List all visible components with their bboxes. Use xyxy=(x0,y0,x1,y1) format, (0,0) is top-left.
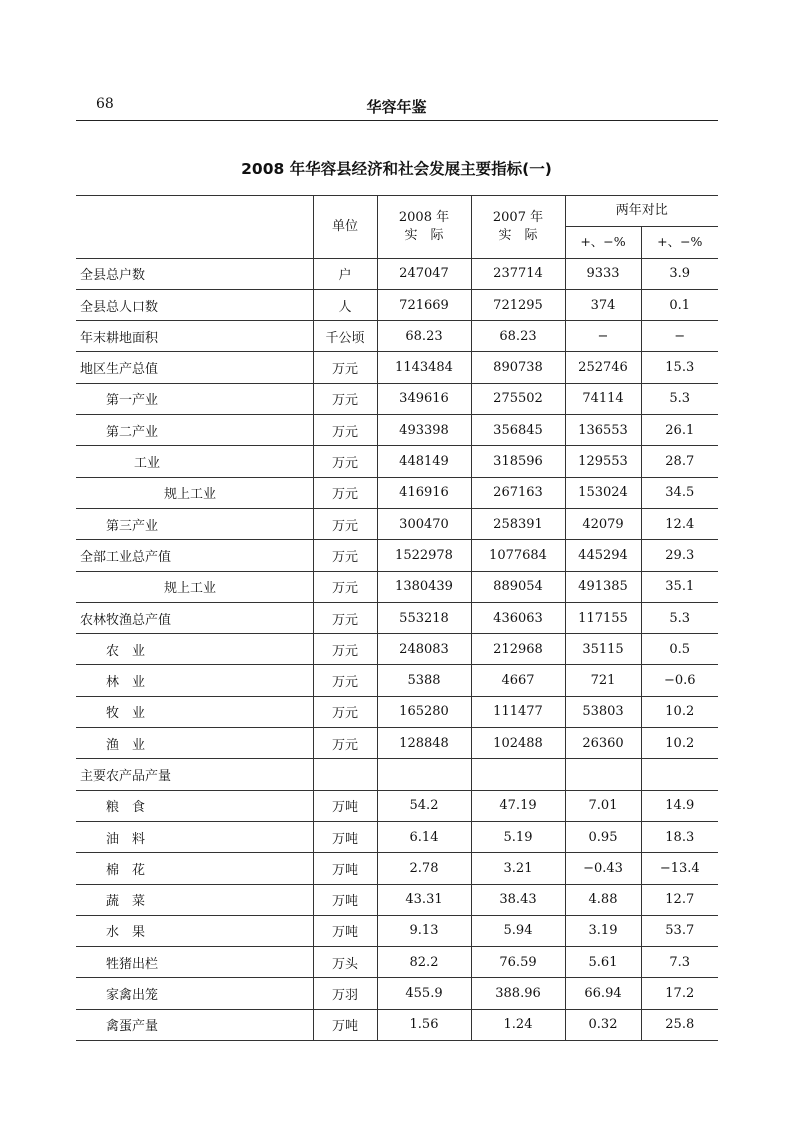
row-value-2007: 5.19 xyxy=(471,821,565,852)
table-row xyxy=(76,790,718,821)
header-unit: 单位 xyxy=(313,196,377,259)
row-unit: 万元 xyxy=(313,665,377,696)
row-value-2008: 43.31 xyxy=(377,884,471,915)
row-name: 全县总户数 xyxy=(76,258,313,289)
row-value-2008: 1522978 xyxy=(377,540,471,571)
row-pct: 0.1 xyxy=(641,289,718,320)
row-diff: 9333 xyxy=(565,258,641,289)
row-unit xyxy=(313,759,377,790)
row-name: 第三产业 xyxy=(76,508,313,539)
row-value-2007: 68.23 xyxy=(471,321,565,352)
row-pct: −0.6 xyxy=(641,665,718,696)
table-row xyxy=(76,571,718,602)
row-unit: 万元 xyxy=(313,634,377,665)
row-value-2008: 300470 xyxy=(377,508,471,539)
table-title: 2008 年华容县经济和社会发展主要指标(一) xyxy=(241,160,552,178)
row-name: 禽蛋产量 xyxy=(76,1009,313,1040)
row-unit: 万元 xyxy=(313,696,377,727)
row-value-2007: 1077684 xyxy=(471,540,565,571)
row-value-2008: 82.2 xyxy=(377,947,471,978)
row-diff: 0.32 xyxy=(565,1009,641,1040)
row-name: 全部工业总产值 xyxy=(76,540,313,571)
row-name: 棉 花 xyxy=(76,853,313,884)
table-row xyxy=(76,352,718,383)
row-pct: 29.3 xyxy=(641,540,718,571)
row-unit: 万吨 xyxy=(313,1009,377,1040)
row-diff: 721 xyxy=(565,665,641,696)
row-name: 水 果 xyxy=(76,915,313,946)
row-pct: 10.2 xyxy=(641,728,718,759)
row-unit: 万元 xyxy=(313,602,377,633)
row-pct: 18.3 xyxy=(641,821,718,852)
table-row xyxy=(76,383,718,414)
table-body xyxy=(76,258,718,1040)
row-value-2008: 553218 xyxy=(377,602,471,633)
table-row xyxy=(76,258,718,289)
row-unit: 万元 xyxy=(313,571,377,602)
table-row xyxy=(76,853,718,884)
table-row xyxy=(76,759,718,790)
row-unit: 万元 xyxy=(313,383,377,414)
row-diff: 252746 xyxy=(565,352,641,383)
row-pct: −13.4 xyxy=(641,853,718,884)
row-name: 渔 业 xyxy=(76,728,313,759)
row-pct: − xyxy=(641,321,718,352)
row-pct xyxy=(641,759,718,790)
header-2008 xyxy=(377,196,471,259)
indicator-table xyxy=(76,195,718,1041)
row-unit: 万吨 xyxy=(313,915,377,946)
header-diff: +、−% xyxy=(565,227,641,258)
table-row xyxy=(76,665,718,696)
row-name: 牲猪出栏 xyxy=(76,947,313,978)
row-unit: 万元 xyxy=(313,540,377,571)
row-unit: 万吨 xyxy=(313,821,377,852)
row-value-2008: 165280 xyxy=(377,696,471,727)
row-unit: 万元 xyxy=(313,728,377,759)
table-row xyxy=(76,446,718,477)
row-name: 规上工业 xyxy=(76,477,313,508)
table-row xyxy=(76,884,718,915)
row-unit: 万头 xyxy=(313,947,377,978)
row-pct: 0.5 xyxy=(641,634,718,665)
table-row xyxy=(76,978,718,1009)
row-diff: 445294 xyxy=(565,540,641,571)
row-value-2007: 275502 xyxy=(471,383,565,414)
table-row xyxy=(76,540,718,571)
row-pct: 53.7 xyxy=(641,915,718,946)
header-compare: 两年对比 xyxy=(565,196,718,227)
row-value-2007: 5.94 xyxy=(471,915,565,946)
row-value-2008: 9.13 xyxy=(377,915,471,946)
row-diff: − xyxy=(565,321,641,352)
row-value-2007: 3.21 xyxy=(471,853,565,884)
row-diff: 136553 xyxy=(565,415,641,446)
row-unit: 人 xyxy=(313,289,377,320)
row-value-2007: 258391 xyxy=(471,508,565,539)
row-diff: 35115 xyxy=(565,634,641,665)
row-name: 第一产业 xyxy=(76,383,313,414)
row-value-2007: 889054 xyxy=(471,571,565,602)
row-name: 农林牧渔总产值 xyxy=(76,602,313,633)
row-value-2008 xyxy=(377,759,471,790)
row-name: 工业 xyxy=(76,446,313,477)
row-value-2007: 237714 xyxy=(471,258,565,289)
header-2008-actual: 实 际 xyxy=(404,227,444,243)
row-name: 第二产业 xyxy=(76,415,313,446)
row-name: 农 业 xyxy=(76,634,313,665)
row-value-2007: 356845 xyxy=(471,415,565,446)
row-value-2007: 38.43 xyxy=(471,884,565,915)
row-value-2007: 721295 xyxy=(471,289,565,320)
row-unit: 万吨 xyxy=(313,790,377,821)
row-pct: 15.3 xyxy=(641,352,718,383)
row-unit: 万元 xyxy=(313,352,377,383)
row-pct: 12.7 xyxy=(641,884,718,915)
row-diff: 74114 xyxy=(565,383,641,414)
header-2007 xyxy=(471,196,565,259)
table-row xyxy=(76,821,718,852)
row-pct: 34.5 xyxy=(641,477,718,508)
row-value-2008: 68.23 xyxy=(377,321,471,352)
row-diff: 153024 xyxy=(565,477,641,508)
row-value-2007: 76.59 xyxy=(471,947,565,978)
row-pct: 28.7 xyxy=(641,446,718,477)
row-value-2007: 47.19 xyxy=(471,790,565,821)
table-row xyxy=(76,321,718,352)
row-pct: 26.1 xyxy=(641,415,718,446)
row-value-2007: 212968 xyxy=(471,634,565,665)
row-pct: 25.8 xyxy=(641,1009,718,1040)
row-value-2007: 102488 xyxy=(471,728,565,759)
row-value-2007: 4667 xyxy=(471,665,565,696)
row-name: 林 业 xyxy=(76,665,313,696)
row-value-2008: 247047 xyxy=(377,258,471,289)
header-blank xyxy=(76,196,313,259)
row-value-2007 xyxy=(471,759,565,790)
header-2007-actual: 实 际 xyxy=(498,227,538,243)
row-diff: 129553 xyxy=(565,446,641,477)
row-unit: 万羽 xyxy=(313,978,377,1009)
table-row xyxy=(76,696,718,727)
row-pct: 5.3 xyxy=(641,383,718,414)
row-value-2008: 455.9 xyxy=(377,978,471,1009)
row-value-2008: 416916 xyxy=(377,477,471,508)
table-row xyxy=(76,947,718,978)
row-pct: 7.3 xyxy=(641,947,718,978)
row-unit: 万元 xyxy=(313,415,377,446)
page-number: 68 xyxy=(96,96,114,112)
row-name: 主要农产品产量 xyxy=(76,759,313,790)
row-value-2008: 1143484 xyxy=(377,352,471,383)
row-diff xyxy=(565,759,641,790)
row-pct: 17.2 xyxy=(641,978,718,1009)
row-diff: 0.95 xyxy=(565,821,641,852)
row-value-2008: 2.78 xyxy=(377,853,471,884)
table-row xyxy=(76,602,718,633)
header-pct: +、−% xyxy=(641,227,718,258)
row-value-2008: 493398 xyxy=(377,415,471,446)
row-name: 牧 业 xyxy=(76,696,313,727)
row-diff: 4.88 xyxy=(565,884,641,915)
row-value-2008: 6.14 xyxy=(377,821,471,852)
row-value-2008: 128848 xyxy=(377,728,471,759)
row-diff: 374 xyxy=(565,289,641,320)
row-pct: 14.9 xyxy=(641,790,718,821)
row-name: 蔬 菜 xyxy=(76,884,313,915)
row-value-2008: 54.2 xyxy=(377,790,471,821)
row-pct: 5.3 xyxy=(641,602,718,633)
row-value-2007: 388.96 xyxy=(471,978,565,1009)
row-unit: 万吨 xyxy=(313,853,377,884)
row-diff: −0.43 xyxy=(565,853,641,884)
row-unit: 千公顷 xyxy=(313,321,377,352)
row-diff: 491385 xyxy=(565,571,641,602)
row-value-2008: 448149 xyxy=(377,446,471,477)
row-diff: 5.61 xyxy=(565,947,641,978)
row-unit: 万元 xyxy=(313,508,377,539)
table-row xyxy=(76,728,718,759)
row-value-2008: 349616 xyxy=(377,383,471,414)
row-value-2008: 721669 xyxy=(377,289,471,320)
row-unit: 万吨 xyxy=(313,884,377,915)
row-name: 地区生产总值 xyxy=(76,352,313,383)
row-unit: 户 xyxy=(313,258,377,289)
row-value-2008: 1.56 xyxy=(377,1009,471,1040)
row-name: 全县总人口数 xyxy=(76,289,313,320)
row-pct: 3.9 xyxy=(641,258,718,289)
row-pct: 35.1 xyxy=(641,571,718,602)
row-diff: 7.01 xyxy=(565,790,641,821)
row-diff: 53803 xyxy=(565,696,641,727)
row-value-2008: 5388 xyxy=(377,665,471,696)
table-row xyxy=(76,477,718,508)
row-value-2007: 436063 xyxy=(471,602,565,633)
table-row xyxy=(76,508,718,539)
row-diff: 66.94 xyxy=(565,978,641,1009)
row-value-2008: 248083 xyxy=(377,634,471,665)
row-value-2007: 1.24 xyxy=(471,1009,565,1040)
row-name: 家禽出笼 xyxy=(76,978,313,1009)
row-pct: 12.4 xyxy=(641,508,718,539)
book-title: 华容年鉴 xyxy=(366,98,427,116)
row-value-2007: 111477 xyxy=(471,696,565,727)
table-row xyxy=(76,634,718,665)
header-2007-year: 2007 年 xyxy=(492,209,544,225)
row-name: 年末耕地面积 xyxy=(76,321,313,352)
row-pct: 10.2 xyxy=(641,696,718,727)
row-value-2007: 318596 xyxy=(471,446,565,477)
row-unit: 万元 xyxy=(313,446,377,477)
row-value-2008: 1380439 xyxy=(377,571,471,602)
row-name: 规上工业 xyxy=(76,571,313,602)
row-diff: 3.19 xyxy=(565,915,641,946)
row-name: 油 料 xyxy=(76,821,313,852)
table-row xyxy=(76,915,718,946)
row-diff: 117155 xyxy=(565,602,641,633)
row-diff: 42079 xyxy=(565,508,641,539)
table-row xyxy=(76,289,718,320)
row-value-2007: 890738 xyxy=(471,352,565,383)
row-unit: 万元 xyxy=(313,477,377,508)
header-rule xyxy=(76,120,718,121)
table-row xyxy=(76,415,718,446)
row-name: 粮 食 xyxy=(76,790,313,821)
table-row xyxy=(76,1009,718,1040)
row-value-2007: 267163 xyxy=(471,477,565,508)
header-2008-year: 2008 年 xyxy=(398,209,450,225)
row-diff: 26360 xyxy=(565,728,641,759)
